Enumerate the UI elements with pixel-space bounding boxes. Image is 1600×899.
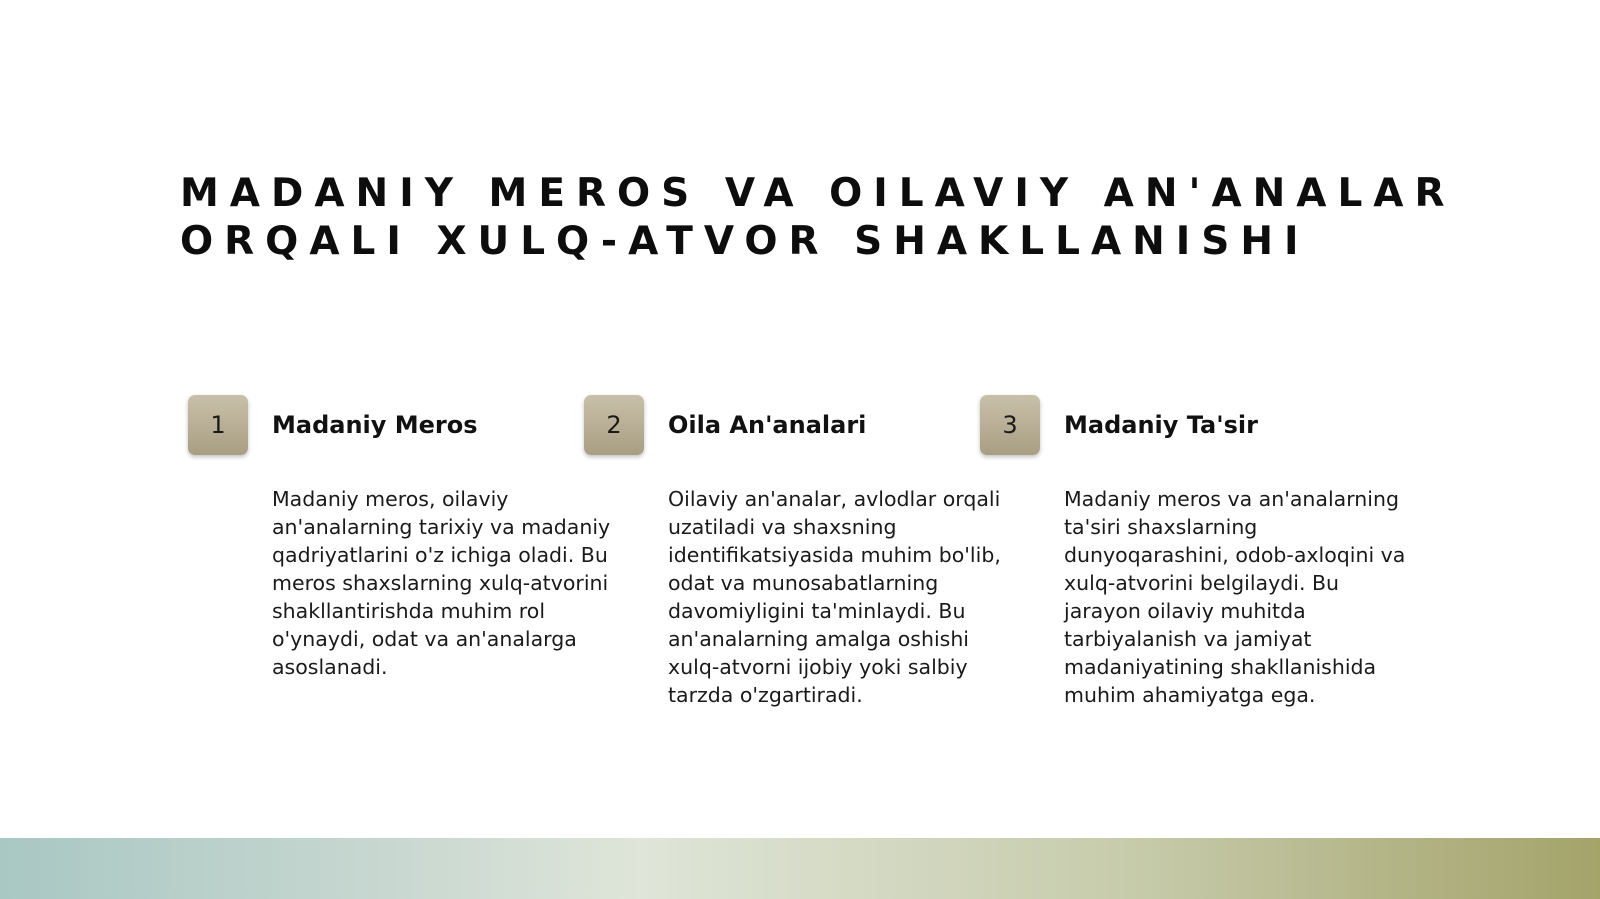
card-body-text: Madaniy meros, oilaviy an'analarning tarixiy va madaniy qadriyatlarini o'z ichiga oladi. Bu meros shaxslarning xulq-atvorini shakllantirishda muhim rol o'ynaydi, odat va an'analarga asoslanadi. bbox=[272, 487, 611, 679]
card-heading: Oila An'analari bbox=[668, 411, 867, 439]
number-badge: 1 bbox=[188, 395, 248, 455]
slide-title-line-2: ORQALI XULQ-ATVOR SHAKLLANISHI bbox=[180, 219, 1310, 264]
card-heading: Madaniy Meros bbox=[272, 411, 478, 439]
slide-title bbox=[180, 170, 1456, 266]
slide-title-line-1: MADANIY MEROS VA OILAVIY AN'ANALAR bbox=[180, 171, 1456, 216]
card-heading: Madaniy Ta'sir bbox=[1064, 411, 1258, 439]
number-badge: 2 bbox=[584, 395, 644, 455]
footer-gradient-band bbox=[0, 838, 1600, 899]
number-badge: 3 bbox=[980, 395, 1040, 455]
card-body-text: Oilaviy an'analar, avlodlar orqali uzatiladi va shaxsning identifikatsiyasida muhim bo'lib, odat va munosabatlarning davomiyligini ta'minlaydi. Bu an'analarning amalga oshishi xulq-atvorni ijobiy yoki salbiy tarzda o'zgartiradi. bbox=[668, 487, 1001, 707]
card-body-text: Madaniy meros va an'analarning ta'siri shaxslarning dunyoqarashini, odob-axloqini va xulq-atvorini belgilaydi. Bu jarayon oilaviy muhitda tarbiyalanish va jamiyat madaniyatining shakllanishida muhim ahamiyatga ega. bbox=[1064, 487, 1406, 707]
